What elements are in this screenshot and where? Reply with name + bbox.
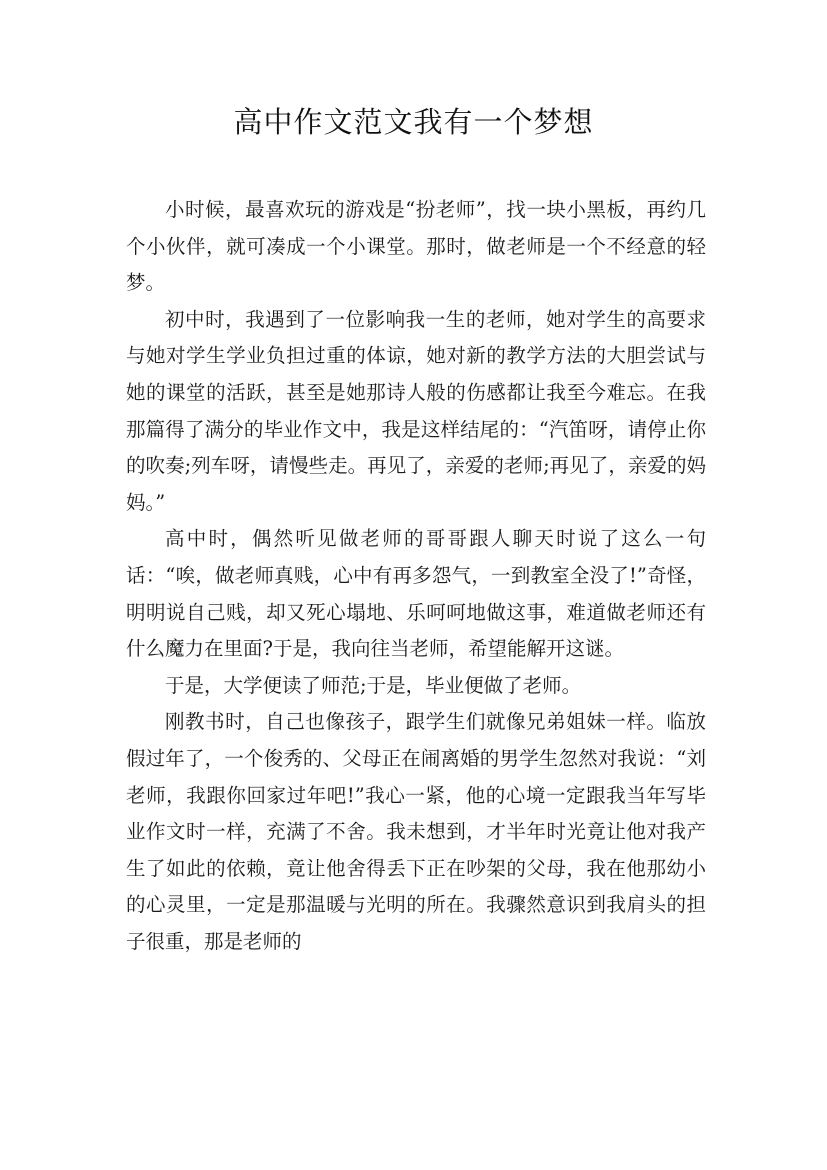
document-title: 高中作文范文我有一个梦想: [233, 105, 594, 139]
paragraph-senior-high: 高中时，偶然听见做老师的哥哥跟人聊天时说了这么一句话：“唉，做老师真贱，心中有再多怨气，一到教室全没了!”奇怪，明明说自己贱，却又死心塌地、乐呵呵地做这事，难道做老师还有什么魔力在里面?于是，我向往当老师，希望能解开这谜。: [126, 527, 706, 661]
paragraph-junior-high: 初中时，我遇到了一位影响我一生的老师，她对学生的高要求与她对学生学业负担过重的体谅，她对新的教学方法的大胆尝试与她的课堂的活跃，甚至是她那诗人般的伤感都让我至今难忘。在我那篇得了满分的毕业作文中，我是这样结尾的：“汽笛呀，请停止你的吹奏;列车呀，请慢些走。再见了，亲爱的老师;再见了，亲爱的妈妈。”: [126, 307, 706, 514]
paragraph-childhood: 小时候，最喜欢玩的游戏是“扮老师”，找一块小黑板，再约几个小伙伴，就可凑成一个小课堂。那时，做老师是一个不经意的轻梦。: [126, 198, 706, 295]
paragraph-university: 于是，大学便读了师范;于是，毕业便做了老师。: [165, 673, 582, 697]
paragraph-early-teaching: 刚教书时，自己也像孩子，跟学生们就像兄弟姐妹一样。临放假过年了，一个俊秀的、父母正在闹离婚的男学生忽然对我说：“刘老师，我跟你回家过年吧!”我心一紧，他的心境一定跟我当年写毕业作文时一样，充满了不舍。我未想到，才半年时光竟让他对我产生了如此的依赖，竟让他舍得丢下正在吵架的父母，我在他那幼小的心灵里，一定是那温暖与光明的所在。我骤然意识到我肩头的担子很重，那是老师的: [126, 710, 706, 953]
document-body: [126, 192, 706, 960]
